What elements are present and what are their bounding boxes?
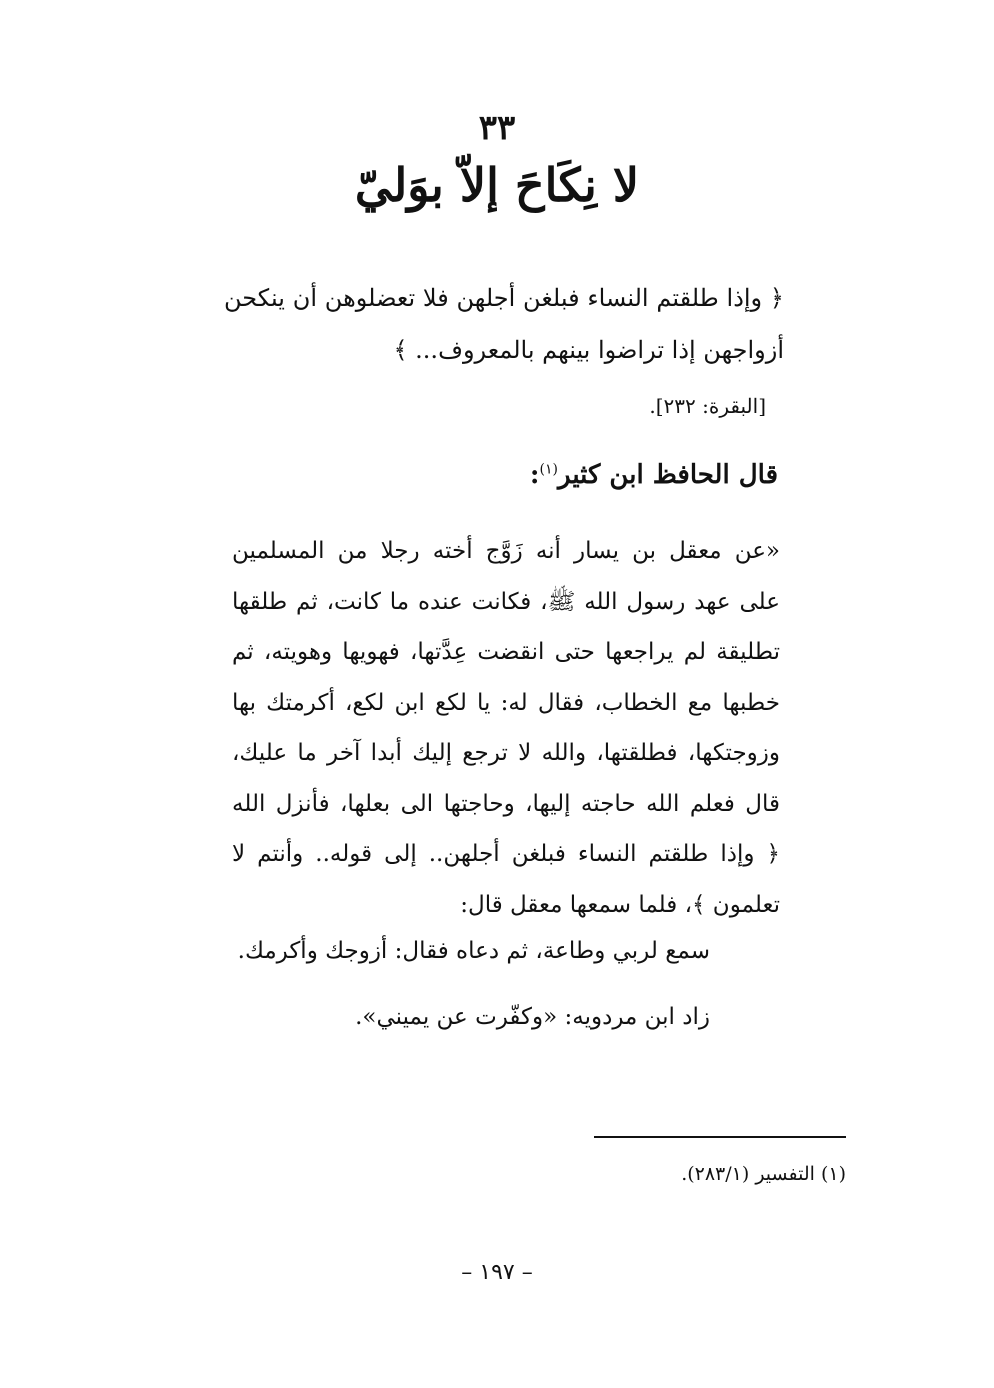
verse-reference: [البقرة: ٢٣٢]. [649,394,766,418]
hadith-line: تطليقة لم يراجعها حتى انقضت عِدَّتها، فهويها وهويته، ثم [232,639,780,665]
speaker-colon: : [529,460,540,490]
footnote: (١) التفسير (٢٨٣/١). [681,1163,846,1185]
chapter-number: ٣٣ [478,108,516,148]
hadith-line: على عهد رسول الله ﷺ، فكانت عنده ما كانت، ثم طلقها [232,588,780,615]
hadith-line: خطبها مع الخطاب، فقال له: يا لكع ابن لكع، أكرمتك بها [232,689,780,716]
hadith-line: «عن معقل بن يسار أنه زَوَّج أخته رجلا من المسلمين [232,538,780,564]
speaker-attribution [530,460,778,490]
footnote-marker: (١) [539,461,558,478]
hadith-text [232,526,780,930]
hadith-line: ﴿ وإذا طلقتم النساء فبلغن أجلهن.. إلى قوله.. وأنتم لا [232,841,780,867]
hadith-line: تعلمون ﴾، فلما سمعها معقل قال: [460,891,780,918]
page-number: – ١٩٧ – [461,1260,533,1285]
footnote-divider [594,1136,846,1138]
chapter-title: لا نِكَاحَ إلاّ بوَليّ [354,158,640,212]
reply-paragraph: سمع لربي وطاعة، ثم دعاه فقال: أزوجك وأكرمك. [237,938,710,964]
addition-paragraph: زاد ابن مردويه: «وكفّرت عن يميني». [355,1004,710,1030]
quran-verse: ﴿ وإذا طلقتم النساء فبلغن أجلهن فلا تعضلوهن أن ينكحن أزواجهن إذا تراضوا بينهم بالمعروف... ﴾ [224,284,784,364]
hadith-line: وزوجتكها، فطلقتها، والله لا ترجع إليك أبدا آخر ما عليك، [232,740,780,766]
hadith-line: قال فعلم الله حاجته إليها، وحاجتها الى بعلها، فأنزل الله [232,790,780,817]
speaker-label: قال الحافظ ابن كثير [557,460,778,490]
